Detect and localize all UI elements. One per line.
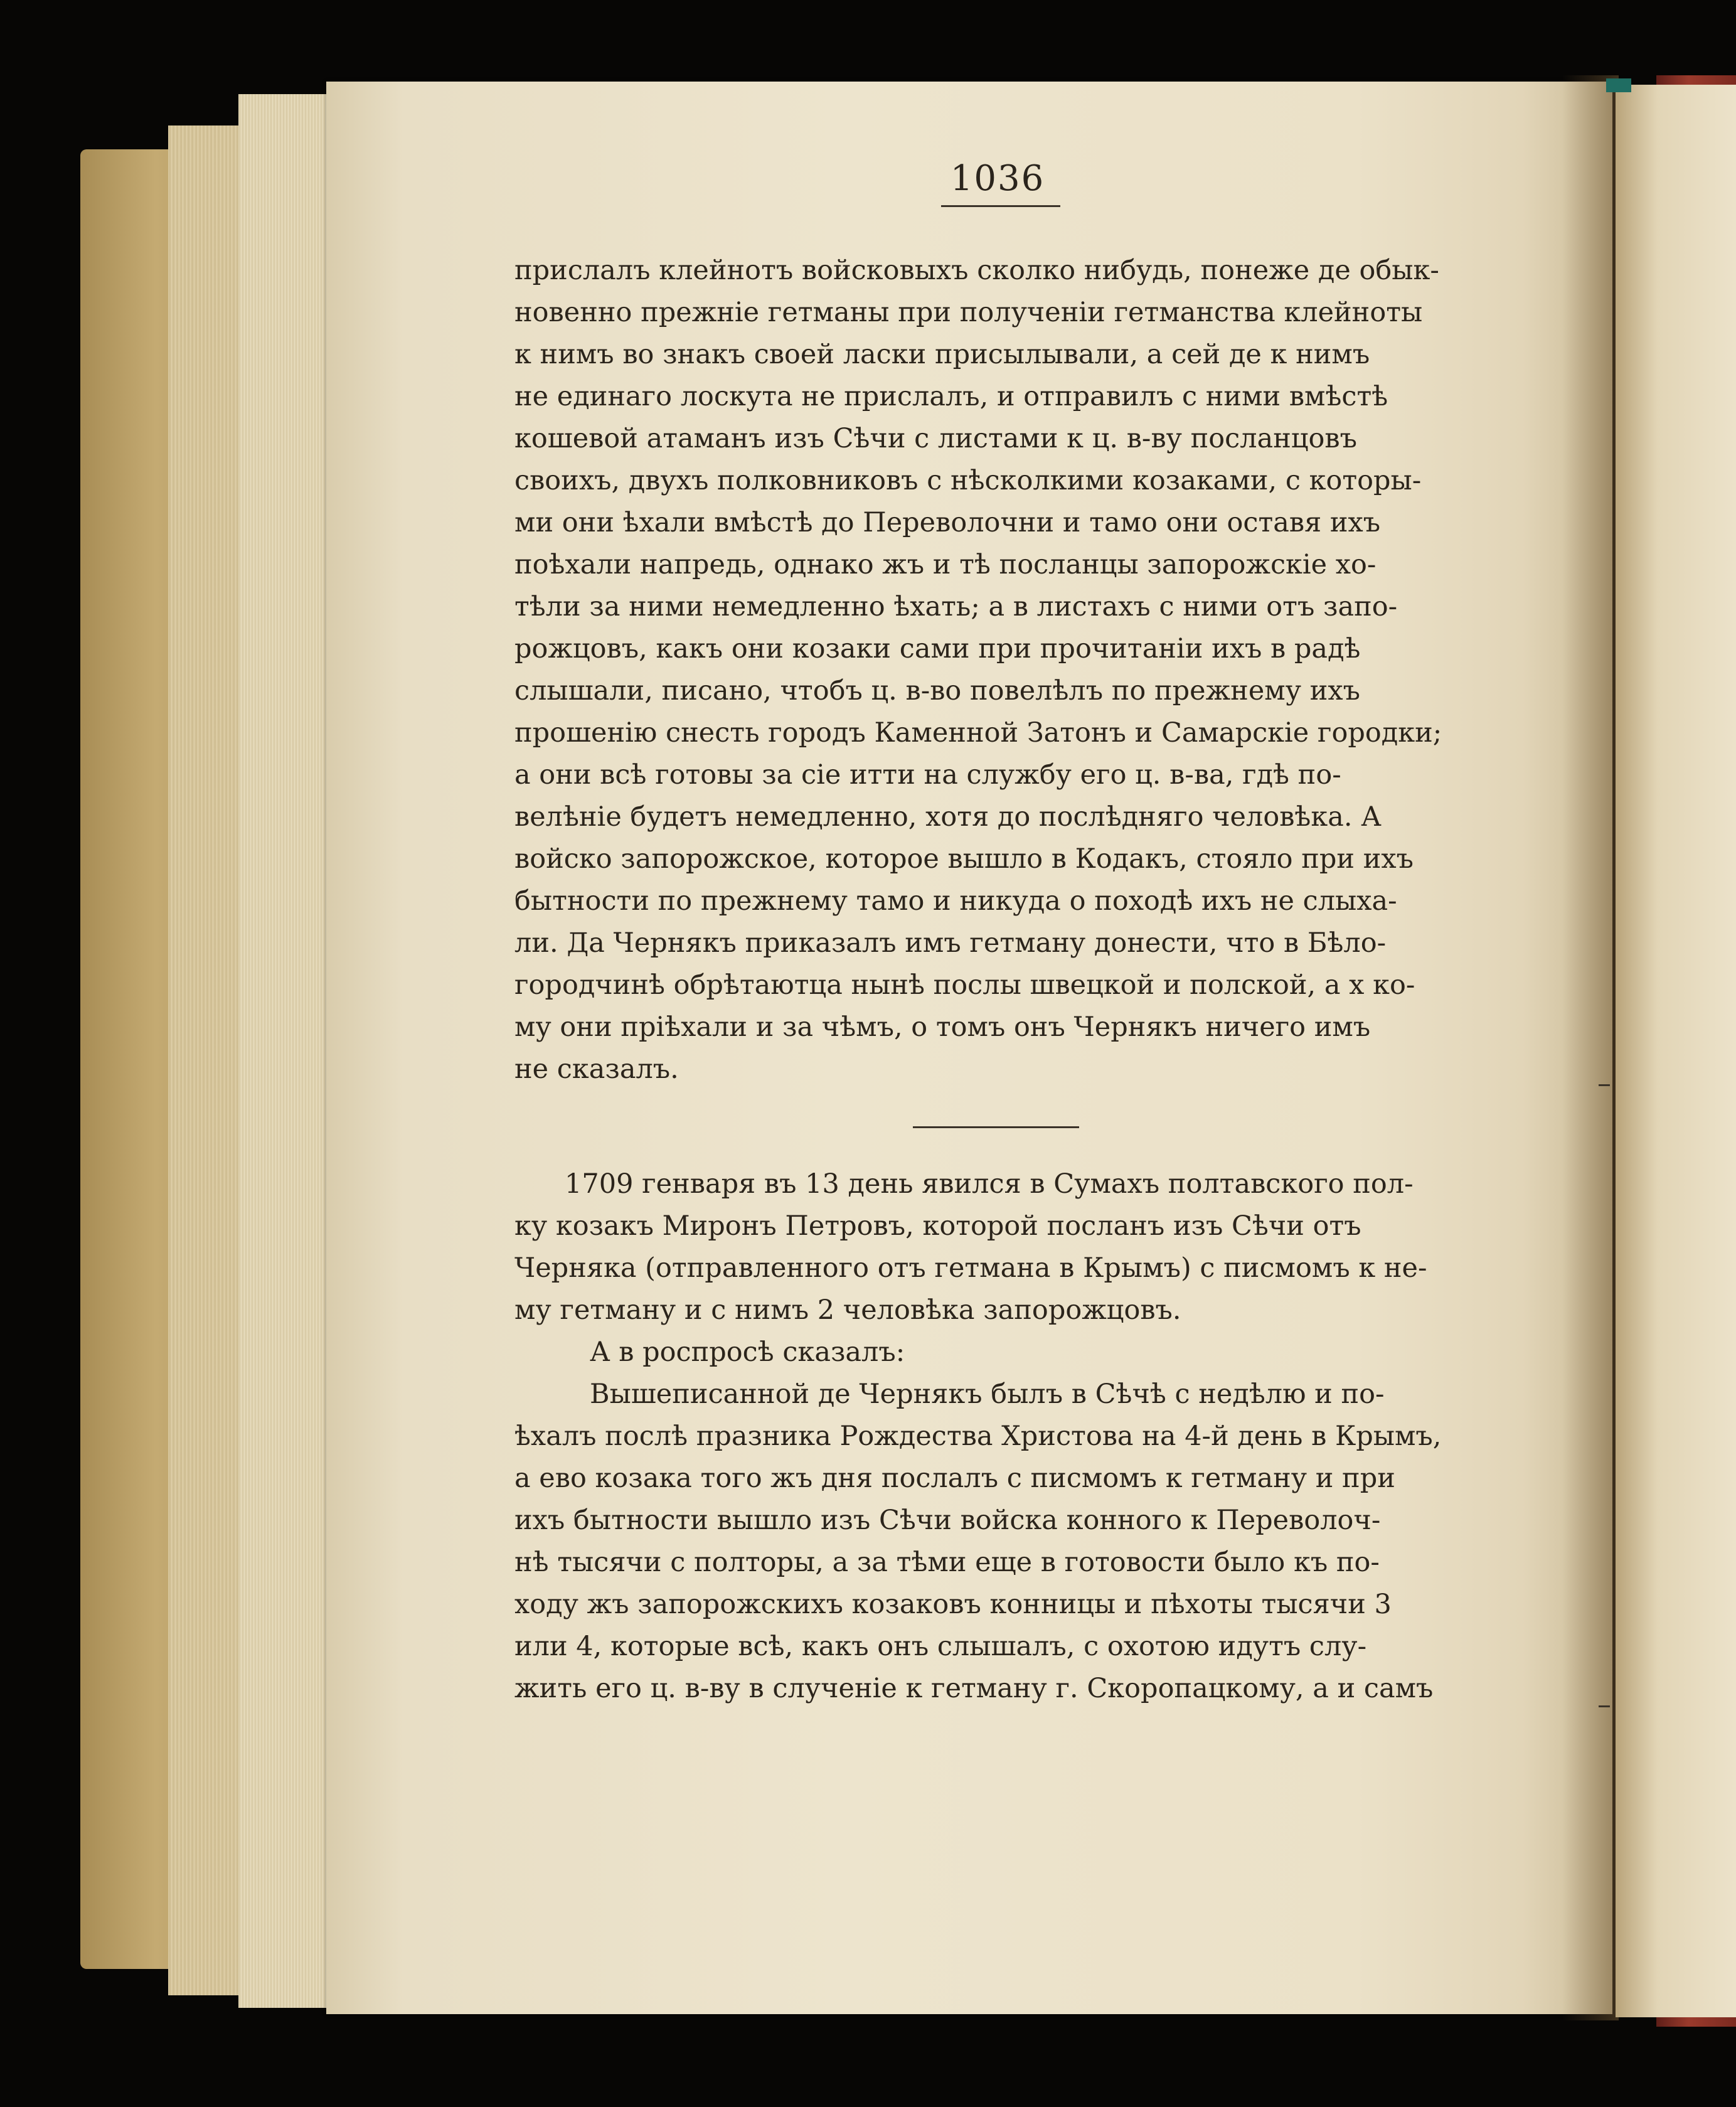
text-line: новенно прежніе гетманы при полученіи гетманства клейноты [514,297,1423,328]
text-line: своихъ, двухъ полковниковъ с нѣсколкими козаками, с которы- [514,465,1422,496]
margin-tick [1599,1705,1610,1707]
text-line: велѣніе будетъ немедленно, хотя до послѣдняго человѣка. А [514,801,1382,833]
text-line: А в роспросѣ сказалъ: [590,1336,905,1368]
text-line: а они всѣ готовы за сіе итти на службу его ц. в-ва, гдѣ по- [514,759,1341,791]
text-line: городчинѣ обрѣтаютца нынѣ послы швецкой и полской, а х ко- [514,969,1415,1001]
page-number: 1036 [950,158,1045,199]
text-line: ихъ бытности вышло изъ Сѣчи войска конного к Переволоч- [514,1505,1381,1536]
paragraph-block-1 [514,250,1474,1091]
text-line: ми они ѣхали вмѣстѣ до Переволочни и тамо они оставя ихъ [514,507,1381,538]
text-line: ли. Да Чернякъ приказалъ имъ гетману донести, что в Бѣло- [514,927,1387,959]
text-line: или 4, которые всѣ, какъ онъ слышалъ, с охотою идутъ слу- [514,1631,1367,1662]
text-line: жить его ц. в-ву в слученіе к гетману г. Скоропацкому, а и самъ [514,1673,1434,1704]
text-line: нѣ тысячи с полторы, а за тѣми еще в готовости было къ по- [514,1547,1380,1578]
text-line: поѣхали напредь, однако жъ и тѣ посланцы запорожскіе хо- [514,549,1377,580]
text-line: рожцовъ, какъ они козаки сами при прочитаніи ихъ в радѣ [514,633,1361,664]
text-line: войско запорожское, которое вышло в Кодакъ, стояло при ихъ [514,843,1414,875]
text-line: му гетману и с нимъ 2 человѣка запорожцовъ. [514,1294,1181,1326]
page-number-rule [941,205,1060,207]
margin-tick [1599,1084,1610,1086]
text-line: ѣхалъ послѣ празника Рождества Христова на 4-й день в Крымъ, [514,1421,1442,1452]
text-line: а ево козака того жъ дня послалъ с писмомъ к гетману и при [514,1463,1395,1494]
text-line: не единаго лоскута не прислалъ, и отправилъ с ними вмѣстѣ [514,381,1388,412]
text-line: ходу жъ запорожскихъ козаковъ конницы и пѣхоты тысячи 3 [514,1589,1392,1620]
text-line: прошенію снесть городъ Каменной Затонъ и Самарскіе городки; [514,717,1442,749]
bookmark-ribbon [1606,78,1631,92]
text-line: кошевой атаманъ изъ Сѣчи с листами к ц. в-ву посланцовъ [514,423,1357,454]
section-separator [913,1126,1079,1128]
text-line: к нимъ во знакъ своей ласки присылывали, а сей де к нимъ [514,339,1370,370]
text-line: тѣли за ними немедленно ѣхать; а в листахъ с ними отъ запо- [514,591,1398,622]
text-line: ку козакъ Миронъ Петровъ, которой посланъ изъ Сѣчи отъ [514,1210,1361,1242]
text-line: не сказалъ. [514,1054,679,1085]
paragraph-block-2 [514,1163,1474,1710]
text-line: му они пріѣхали и за чѣмъ, о томъ онъ Чернякъ ничего имъ [514,1011,1371,1043]
text-line: слышали, писано, чтобъ ц. в-во повелѣлъ по прежнему ихъ [514,675,1360,707]
facing-page [1616,85,1736,2017]
page-gutter-shadow [1562,75,1619,2020]
text-line: бытности по прежнему тамо и никуда о походѣ ихъ не слыха- [514,885,1397,917]
text-line: Вышеписанной де Чернякъ былъ в Сѣчѣ с недѣлю и по- [590,1379,1385,1410]
text-line: прислалъ клейнотъ войсковыхъ сколко нибудь, понеже де обык- [514,255,1439,286]
text-line: 1709 генваря въ 13 день явился в Сумахъ полтавского пол- [565,1168,1414,1200]
text-line: Черняка (отправленного отъ гетмана в Крымъ) с писмомъ к не- [514,1252,1427,1284]
